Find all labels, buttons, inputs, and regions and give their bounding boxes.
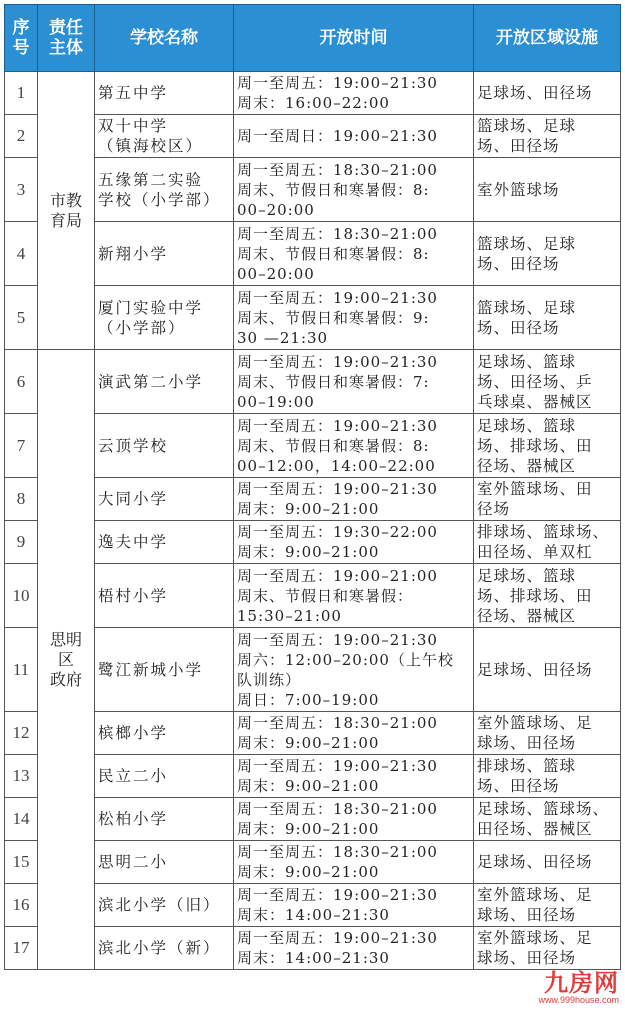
- school-name: 民立二小: [95, 755, 234, 798]
- open-facilities: 足球场、田径场: [474, 628, 621, 712]
- header-index: 序 号: [5, 5, 38, 72]
- school-opening-table: [4, 4, 621, 970]
- opening-hours: 周一至周五：18:30–21:00 周末：9:00–21:00: [234, 798, 474, 841]
- opening-hours: 周一至周五：19:00–21:30 周末、节假日和寒暑假：9: 30 —21:30: [234, 286, 474, 350]
- row-index: 17: [5, 927, 38, 970]
- school-name: 第五中学: [95, 72, 234, 115]
- open-facilities: 足球场、篮球 场、排球场、田 径场、器械区: [474, 414, 621, 478]
- table-row: [5, 755, 621, 798]
- opening-hours: 周一至周五：19:00–21:30 周末、节假日和寒暑假：7: 00–19:00: [234, 350, 474, 414]
- row-index: 1: [5, 72, 38, 115]
- owner-cell-city-education-bureau: 市教 育局: [38, 72, 95, 350]
- table-row: [5, 841, 621, 884]
- opening-hours: 周一至周五：19:30–22:00 周末：9:00–21:00: [234, 521, 474, 564]
- table-row: [5, 72, 621, 115]
- header-school: 学校名称: [95, 5, 234, 72]
- row-index: 4: [5, 222, 38, 286]
- opening-hours: 周一至周日：19:00–21:30: [234, 115, 474, 158]
- table-row: [5, 414, 621, 478]
- open-facilities: 足球场、篮球 场、田径场、乒 乓球桌、器械区: [474, 350, 621, 414]
- row-index: 11: [5, 628, 38, 712]
- row-index: 14: [5, 798, 38, 841]
- open-facilities: 室外篮球场、足 球场、田径场: [474, 712, 621, 755]
- opening-hours: 周一至周五：19:00–21:30 周末、节假日和寒暑假：8: 00–12:00，14:00–22:00: [234, 414, 474, 478]
- open-facilities: 篮球场、足球 场、田径场: [474, 286, 621, 350]
- school-name: 梧村小学: [95, 564, 234, 628]
- open-facilities: 排球场、篮球 场、田径场: [474, 755, 621, 798]
- table-header-row: [5, 5, 621, 72]
- table-row: [5, 521, 621, 564]
- opening-hours: 周一至周五：19:00–21:30 周末：14:00–21:30: [234, 927, 474, 970]
- open-facilities: 篮球场、足球 场、田径场: [474, 115, 621, 158]
- row-index: 15: [5, 841, 38, 884]
- opening-hours: 周一至周五：19:00–21:00 周末、节假日和寒暑假： 15:30–21:00: [234, 564, 474, 628]
- open-facilities: 室外篮球场: [474, 158, 621, 222]
- row-index: 3: [5, 158, 38, 222]
- opening-hours: 周一至周五：19:00–21:30 周末：9:00–21:00: [234, 478, 474, 521]
- opening-hours: 周一至周五：19:00–21:30 周末：16:00–22:00: [234, 72, 474, 115]
- row-index: 8: [5, 478, 38, 521]
- school-name: 鹭江新城小学: [95, 628, 234, 712]
- school-name: 滨北小学（旧）: [95, 884, 234, 927]
- row-index: 7: [5, 414, 38, 478]
- row-index: 12: [5, 712, 38, 755]
- header-facilities: 开放区域设施: [474, 5, 621, 72]
- opening-hours: 周一至周五：19:00–21:30 周末：14:00–21:30: [234, 884, 474, 927]
- school-name: 五缘第二实验 学校（小学部）: [95, 158, 234, 222]
- row-index: 5: [5, 286, 38, 350]
- opening-hours: 周一至周五：18:30–21:00 周末：9:00–21:00: [234, 841, 474, 884]
- table-row: [5, 286, 621, 350]
- opening-hours: 周一至周五：19:00–21:30 周末：9:00–21:00: [234, 755, 474, 798]
- school-name: 厦门实验中学 （小学部）: [95, 286, 234, 350]
- open-facilities: 篮球场、足球 场、田径场: [474, 222, 621, 286]
- opening-hours: 周一至周五：18:30–21:00 周末、节假日和寒暑假：8: 00–20:00: [234, 222, 474, 286]
- school-name: 演武第二小学: [95, 350, 234, 414]
- school-name: 逸夫中学: [95, 521, 234, 564]
- owner-cell-siming-district-government: 思明 区 政府: [38, 350, 95, 970]
- school-name: 滨北小学（新）: [95, 927, 234, 970]
- school-name: 新翔小学: [95, 222, 234, 286]
- open-facilities: 室外篮球场、田 径场: [474, 478, 621, 521]
- school-name: 双十中学 （镇海校区）: [95, 115, 234, 158]
- school-name: 槟榔小学: [95, 712, 234, 755]
- school-name: 云顶学校: [95, 414, 234, 478]
- opening-hours: 周一至周五：19:00–21:30 周六：12:00–20:00（上午校 队训练） 周日：7:00–19:00: [234, 628, 474, 712]
- row-index: 16: [5, 884, 38, 927]
- open-facilities: 室外篮球场、足 球场、田径场: [474, 927, 621, 970]
- table-row: [5, 884, 621, 927]
- table-row: [5, 798, 621, 841]
- table-row: [5, 158, 621, 222]
- open-facilities: 排球场、篮球场、 田径场、单双杠: [474, 521, 621, 564]
- table-row: [5, 712, 621, 755]
- table-row: [5, 222, 621, 286]
- row-index: 9: [5, 521, 38, 564]
- row-index: 10: [5, 564, 38, 628]
- table-row: [5, 927, 621, 970]
- opening-hours: 周一至周五：18:30–21:00 周末、节假日和寒暑假：8: 00–20:00: [234, 158, 474, 222]
- table-row: [5, 564, 621, 628]
- school-name: 松柏小学: [95, 798, 234, 841]
- row-index: 6: [5, 350, 38, 414]
- header-owner: 责任 主体: [38, 5, 95, 72]
- table-row: [5, 350, 621, 414]
- opening-hours: 周一至周五：18:30–21:00 周末：9:00–21:00: [234, 712, 474, 755]
- school-name: 大同小学: [95, 478, 234, 521]
- row-index: 13: [5, 755, 38, 798]
- open-facilities: 足球场、篮球 场、排球场、田 径场、器械区: [474, 564, 621, 628]
- open-facilities: 足球场、田径场: [474, 72, 621, 115]
- row-index: 2: [5, 115, 38, 158]
- watermark-logo: 九房网 www.999house.com: [538, 969, 619, 1005]
- table-row: [5, 115, 621, 158]
- open-facilities: 足球场、篮球场、 田径场、器械区: [474, 798, 621, 841]
- open-facilities: 室外篮球场、足 球场、田径场: [474, 884, 621, 927]
- table-row: [5, 478, 621, 521]
- school-name: 思明二小: [95, 841, 234, 884]
- open-facilities: 足球场、田径场: [474, 841, 621, 884]
- header-time: 开放时间: [234, 5, 474, 72]
- table-row: [5, 628, 621, 712]
